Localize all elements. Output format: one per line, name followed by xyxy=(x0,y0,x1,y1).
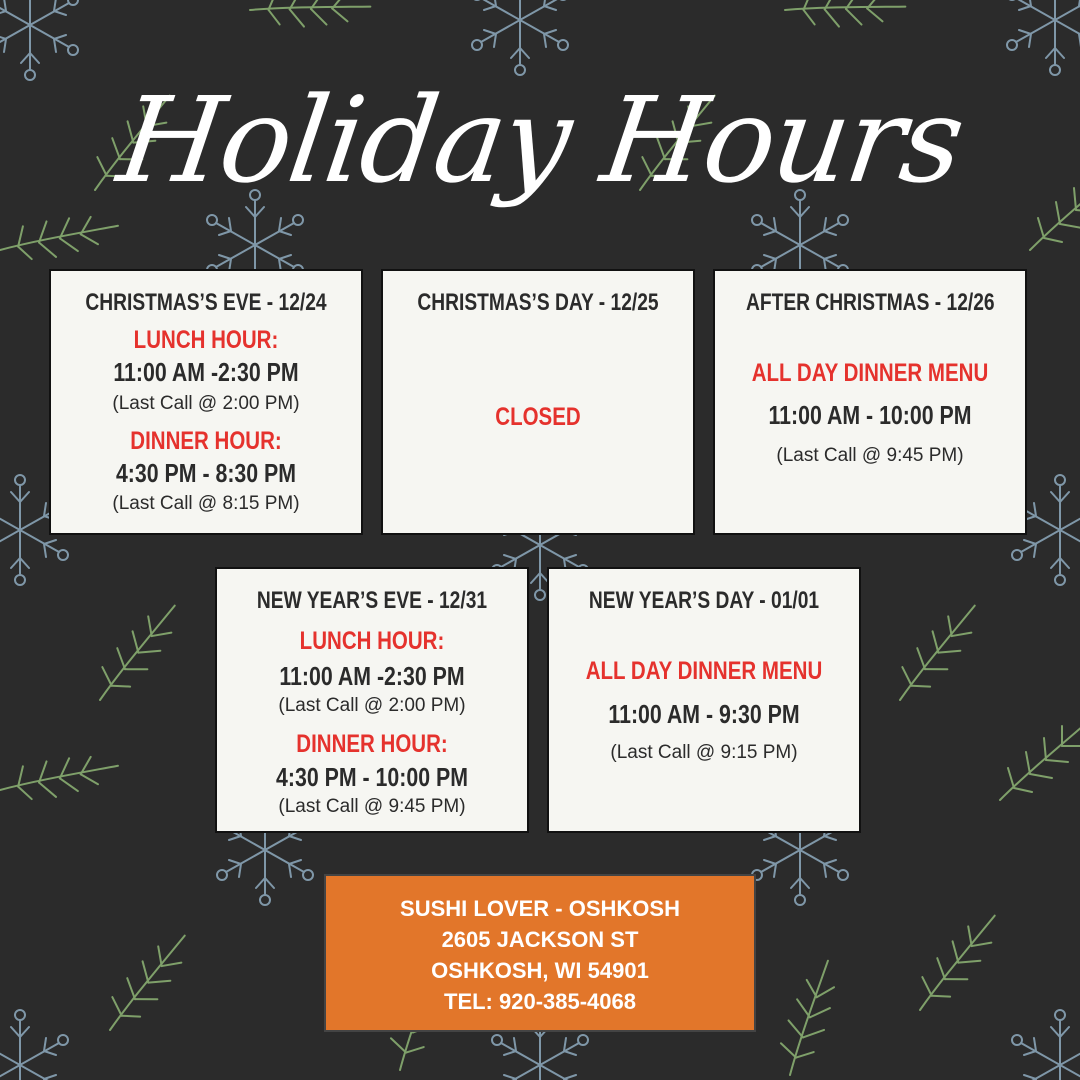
dinner-last-call: (Last Call @ 8:15 PM) xyxy=(112,493,300,514)
address-box xyxy=(324,874,756,1032)
card-title: NEW YEAR’S EVE - 12/31 xyxy=(256,587,488,614)
card-title: AFTER CHRISTMAS - 12/26 xyxy=(746,289,995,316)
card-new-years-day xyxy=(547,567,861,833)
dinner-hours: 4:30 PM - 8:30 PM xyxy=(115,458,297,488)
page-title: Holiday Hours xyxy=(110,71,971,209)
hours: 11:00 AM - 9:30 PM xyxy=(608,699,800,729)
menu-label: ALL DAY DINNER MENU xyxy=(751,359,989,387)
lunch-last-call: (Last Call @ 2:00 PM) xyxy=(278,695,466,716)
dinner-label: DINNER HOUR: xyxy=(296,730,448,758)
dinner-hours: 4:30 PM - 10:00 PM xyxy=(276,762,468,792)
phone-number: TEL: 920-385-4068 xyxy=(444,989,636,1014)
closed-status: CLOSED xyxy=(495,403,581,431)
hours: 11:00 AM - 10:00 PM xyxy=(768,400,972,430)
last-call: (Last Call @ 9:15 PM) xyxy=(610,742,798,763)
lunch-last-call: (Last Call @ 2:00 PM) xyxy=(112,393,300,414)
street-address: 2605 JACKSON ST xyxy=(441,927,639,952)
card-title: CHRISTMAS’S EVE - 12/24 xyxy=(85,289,327,316)
city-state-zip: OSHKOSH, WI 54901 xyxy=(431,958,649,983)
lunch-label: LUNCH HOUR: xyxy=(299,627,445,655)
lunch-label: LUNCH HOUR: xyxy=(133,326,279,354)
lunch-hours: 11:00 AM -2:30 PM xyxy=(279,661,465,691)
dinner-last-call: (Last Call @ 9:45 PM) xyxy=(278,796,466,817)
card-after-christmas xyxy=(713,269,1027,535)
card-title: NEW YEAR’S DAY - 01/01 xyxy=(588,587,820,614)
lunch-hours: 11:00 AM -2:30 PM xyxy=(113,357,299,387)
card-new-years-eve xyxy=(215,567,529,833)
last-call: (Last Call @ 9:45 PM) xyxy=(776,445,964,466)
card-christmas-eve xyxy=(49,269,363,535)
restaurant-name: SUSHI LOVER - OSHKOSH xyxy=(400,896,680,921)
card-christmas-day xyxy=(381,269,695,535)
card-title: CHRISTMAS’S DAY - 12/25 xyxy=(417,289,659,316)
dinner-label: DINNER HOUR: xyxy=(130,427,282,455)
menu-label: ALL DAY DINNER MENU xyxy=(585,657,823,685)
